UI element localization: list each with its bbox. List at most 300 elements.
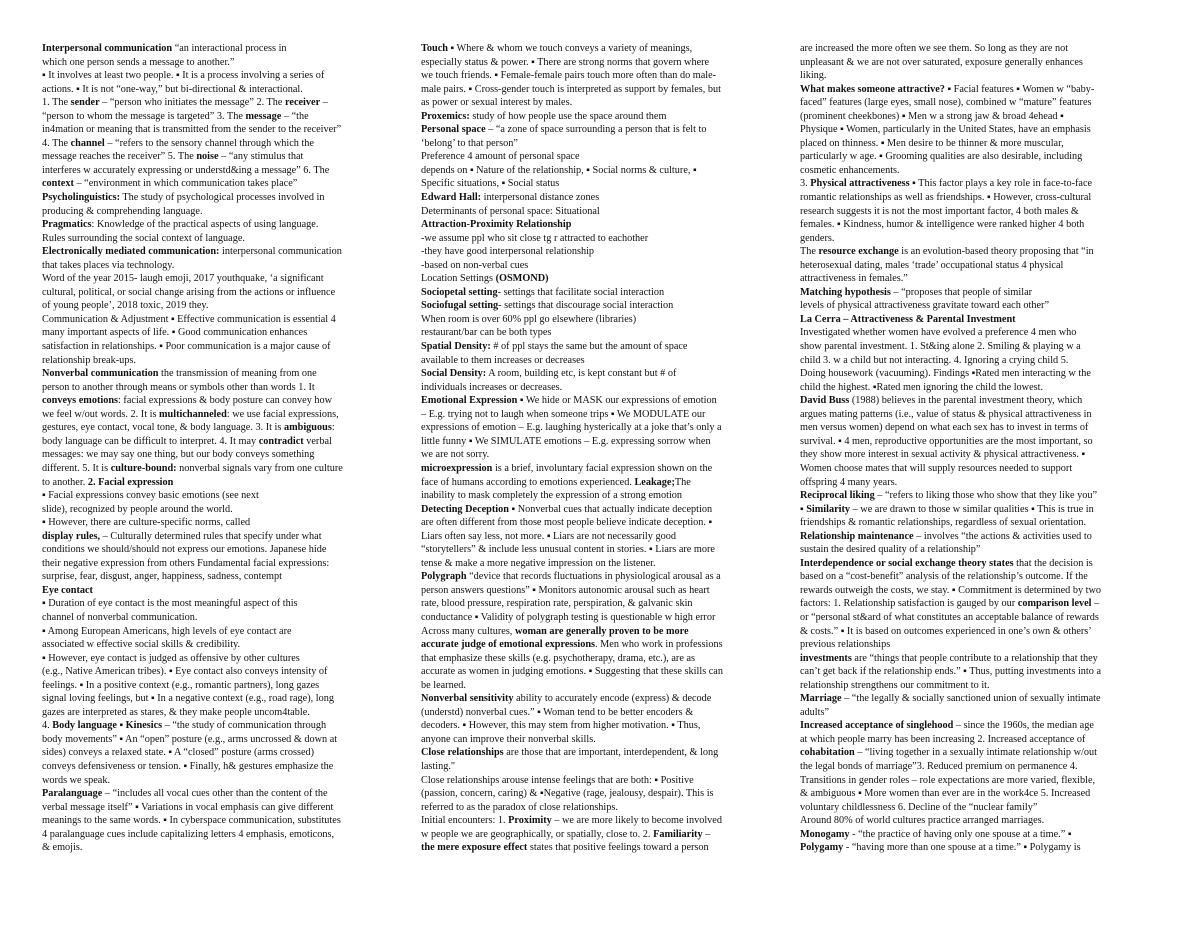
text-line [800,326,1162,340]
text-line [421,96,785,110]
bold-term: investments [800,652,852,664]
text-run: of young people’, 2018 toxic, 2019 they. [42,300,209,312]
bold-term: message [245,110,282,122]
text-run: that takes places via technology. [42,259,175,271]
text-line [800,272,1162,286]
text-line [421,69,785,83]
text-line [421,787,785,801]
text-line [42,340,406,354]
text-run: are often different from those most people believe indicate deception. ▪ [421,517,713,529]
text-run: tense & make a more negative impression on the listener. [421,557,656,569]
bold-term: ambiguous [283,422,332,434]
text-line [421,259,785,273]
text-run: verbal message itself” ▪ Variations in vocal emphasis can give different [42,801,334,813]
text-line [421,665,785,679]
text-run: (e.g., Native American tribes). ▪ Eye contact also conveys intensity of [42,666,328,678]
text-run: – Culturally determined rules that specify under what [100,530,322,542]
text-line [421,584,785,598]
bold-term: woman are generally proven to be more [514,625,689,637]
text-run: are increased the more often we see them. So long as they are not [800,43,1069,54]
bold-term: multichanneled [159,408,227,420]
text-run: – [702,828,711,840]
text-run: body movements” ▪ An “open” posture (e.g., arms uncrossed & down at [42,733,338,745]
bold-term: cohabitation [800,747,855,759]
text-run: different. 5. It is [42,462,111,474]
text-run: accurate as women in judging emotions. ▪ Suggesting that these skills can [421,666,723,678]
text-line [421,421,785,435]
bold-term: accurate judge of emotional expressions [421,639,596,651]
text-line [800,503,1162,517]
text-line [800,638,1162,652]
text-line [421,110,785,124]
text-line [42,164,406,178]
bold-term: Physical attractiveness [810,178,910,190]
text-run: – E.g. trying not to laugh when someone trips ▪ We MODULATE our [421,408,706,420]
bold-term: context [42,178,74,190]
text-run: heterosexual dating, males ‘trade’ occupational status 4 physical [800,259,1064,271]
text-line [42,733,406,747]
text-run: – we are drawn to those w similar qualities ▪ This is true in [850,503,1094,515]
text-run: surprise, fear, disgust, anger, happiness, sadness, contempt [42,571,282,583]
text-run: in4mation or meaning that is transmitted from the sender to the receiver” [42,124,342,136]
text-run: ▪ However, eye contact is judged as offensive by other cultures [42,652,300,664]
text-run: liking. [800,70,827,82]
text-run: the legal bonds of marriage”3. Reduced premium on permanence 4. [800,760,1078,772]
text-line [800,83,1162,97]
text-run: Preference 4 amount of personal space [421,151,580,163]
text-run: associated w effective social skills & credibility. [42,639,241,651]
text-run: – since the 1960s, the median age [953,720,1094,732]
text-run: show parental investment. 1. St&ing alone 2. Smiling & playing w a [800,341,1081,353]
text-run: ▪ Facial features ▪ Women w “baby- [944,83,1095,95]
text-run: be learned. [421,679,466,691]
text-run: gazes are interpreted as stares, & they make people uncom4table. [42,706,310,718]
text-line [421,123,785,137]
text-line [42,381,406,395]
text-line [800,692,1162,706]
text-line [421,706,785,720]
text-line [800,110,1162,124]
text-line [42,692,406,706]
text-line [42,706,406,720]
text-run: : Knowledge of the practical aspects of using language. [91,219,319,231]
text-line [421,381,785,395]
text-run: satisfaction in relationships. ▪ Poor communication is a major cause of [42,341,331,353]
text-run: When room is over 60% ppl go elsewhere (libraries) [421,313,637,325]
text-run: levels of physical attractiveness gravitate toward each other” [800,300,1050,312]
text-run: conveys defensiveness or tension. ▪ Finally, h& gestures emphasize the [42,760,334,772]
text-line [800,96,1162,110]
text-column-2 [421,42,785,922]
text-line [800,137,1162,151]
text-run: relationship strengthens our commitment to it. [800,679,990,691]
text-run: previous relationships [800,639,891,651]
text-run: Word of the year 2015- laugh emoji, 2017 youthquake, ‘a significant [42,273,324,285]
text-run: – we are more likely to become involved [551,815,722,827]
text-run: - settings that discourage social interaction [498,300,674,312]
bold-term: Reciprocal liking [800,490,875,502]
text-run: Initial encounters: 1. [421,815,509,827]
text-line [800,42,1162,56]
text-line [42,177,406,191]
text-run: male pairs. ▪ Cross-gender touch is interpreted as support by females, but [421,83,721,95]
text-run: : [331,422,335,434]
text-line [42,299,406,313]
text-line [42,814,406,828]
text-line [421,42,785,56]
text-run: expressions of emotion – E.g. laughing hysterically at a joke that’s only a [421,422,722,434]
text-run: sustain the desired quality of a relationship” [800,544,981,556]
bold-term: Paralanguage [42,788,103,800]
text-run: – “refers to the sensory channel through which the [104,137,314,149]
text-line [800,69,1162,83]
text-run: 4 paralanguage cues include capitalizing letters 4 emphasis, emoticons, [42,828,335,840]
text-run: restaurant/bar can be both types [421,327,552,339]
text-line [800,232,1162,246]
text-run: – “living together in a sexually intimate relationship w/out [854,747,1097,759]
bold-term: resource exchange [818,246,899,258]
text-run: words we speak. [42,774,111,786]
text-line [421,530,785,544]
text-run: – “the study of communication through [162,720,327,732]
text-run: we touch friends. ▪ Female-female pairs touch more often than do male- [421,70,717,82]
bold-term: microexpression [421,462,493,474]
text-run: Liars often say less, not more. ▪ Liars are not necessarily good [421,530,676,542]
text-line [800,448,1162,462]
text-run: . Men who work in professions [595,639,723,651]
text-line [800,381,1162,395]
bold-term: Monogamy [800,828,850,840]
text-line [42,245,406,259]
text-run: -we assume ppl who sit close tg r attracted to eachother [421,232,649,244]
text-line [42,191,406,205]
text-run: The study of psychological processes involved in [120,192,325,204]
bold-term: conveys emotions [42,395,119,407]
text-run: females. ▪ Kindness, humor & intelligence were ranked higher 4 both [800,219,1085,231]
text-line [800,435,1162,449]
text-run: The [674,476,691,488]
text-run: Rules surrounding the social context of language. [42,232,245,244]
text-run: : facial expressions & body posture can convey how [118,395,333,407]
text-line [800,245,1162,259]
text-run: anyone can improve their nonverbal skills. [421,733,596,745]
text-run: (1988) believes in the parental investment theory, which [849,395,1083,407]
text-run: research suggests it is not the most important factor, 4 both males & [800,205,1079,217]
text-run: – “the [281,110,309,122]
text-line [42,313,406,327]
text-run: ‘belong’ to that person” [421,137,518,149]
text-run: 4. [42,720,53,732]
text-run: – [1091,598,1100,610]
text-run: -based on non-verbal cues [421,259,529,271]
text-line [800,652,1162,666]
text-run: – “the legally & socially sanctioned union of sexually intimate [841,693,1101,705]
bold-term: Attraction-Proximity Relationship [421,219,572,231]
text-line [421,746,785,760]
text-line [42,665,406,679]
text-run: little funny ▪ We SIMULATE emotions – E.g. expressing sorrow when [421,435,711,447]
text-line [42,69,406,83]
bold-term: Proximity [508,815,552,827]
text-run: gestures, eye contact, vocal tone, & body language. 3. It is [42,422,284,434]
text-line [42,272,406,286]
text-run: Communication & Adjustment ▪ Effective communication is essential 4 [42,313,336,325]
text-line [800,516,1162,530]
text-line [42,584,406,598]
text-line [800,787,1162,801]
text-line [421,83,785,97]
text-line [800,476,1162,490]
text-line [421,408,785,422]
text-run: their negative expression from others Fundamental facial expressions: [42,557,330,569]
bold-term: 2. Facial expression [87,476,174,488]
text-run: – [320,97,328,109]
text-run: ▪ However, there are culture-specific norms, called [42,517,251,529]
bold-term: noise [196,151,219,163]
bold-term: Psycholinguistics: [42,192,121,204]
text-run: or “personal st&ard of what constitutes an acceptable balance of rewards [800,611,1099,623]
text-line [800,706,1162,720]
text-line [421,286,785,300]
bold-term: the mere exposure effect [421,842,528,854]
text-line [42,503,406,517]
text-run: romantic relationships as well as friendships. ▪ However, cross-cultural [800,192,1092,204]
text-run: A room, building etc, is kept constant but # of [486,368,677,380]
text-run: 3. [800,178,811,190]
text-run: factors: 1. Relationship satisfaction is gauged by our [800,598,1018,610]
bold-term: Emotional Expression [421,395,518,407]
bold-term: culture-bound: [110,462,177,474]
text-run: genders. [800,232,835,244]
text-run: is an evolution-based theory proposing that “in [898,246,1094,258]
text-run: – involves “the actions & activities used to [913,530,1092,542]
bold-term: Close relationships [421,747,504,759]
text-run: channel of nonverbal communication. [42,611,198,623]
text-run: nonverbal signals vary from one culture [176,462,343,474]
text-run: face of humans according to emotions experienced. [421,476,635,488]
bold-term: Interpersonal communication [42,43,173,54]
text-line [800,421,1162,435]
text-line [421,191,785,205]
text-run: unpleasant & we are not over saturated, exposure generally enhances [800,56,1083,68]
text-line [42,42,406,56]
text-run: child the highest. ▪Rated men ignoring the child the lowest. [800,381,1044,393]
text-run: Doing housework (vacuuming). Findings ▪Rated men interacting w the [800,368,1091,380]
text-run: – “a zone of space surrounding a person that is felt to [485,124,707,136]
text-run: many important aspects of life. ▪ Good communication enhances [42,327,308,339]
text-line [800,679,1162,693]
text-line [800,801,1162,815]
text-line [421,394,785,408]
text-run: - “the practice of having only one spouse at a time.” ▪ [849,828,1072,840]
bold-term: Proxemics: [421,110,470,122]
text-run: “person to whom the message is targeted” 3. The [42,110,246,122]
text-line [800,123,1162,137]
text-run: that the decision is [1013,557,1093,569]
text-line [421,692,785,706]
text-run: producing & comprehending language. [42,205,203,217]
text-line [421,245,785,259]
text-line [421,570,785,584]
bold-term: Familiarity [653,828,703,840]
text-line [800,543,1162,557]
text-run: inability to mask completely the expression of a strong emotion [421,490,683,502]
text-line [42,597,406,611]
text-line [42,462,406,476]
text-run: relationship break-ups. [42,354,136,366]
text-line [42,435,406,449]
text-line [800,394,1162,408]
text-line [42,83,406,97]
text-line [421,774,785,788]
text-line [42,841,406,855]
text-run: can’t get back if the relationship ends.” ▪ Thus, putting investments into a [800,666,1102,678]
text-line [800,150,1162,164]
text-line [42,421,406,435]
text-run: available to them increases or decreases [421,354,585,366]
text-run: rewards outweigh the costs, we stay. ▪ Commitment is determined by two [800,584,1102,596]
bold-term: Interdependence or social exchange theory states [800,557,1014,569]
text-line [421,354,785,368]
bold-term: Personal space [421,124,486,136]
text-run: study of how people use the space around them [469,110,667,122]
text-line [42,137,406,151]
text-line [421,733,785,747]
text-run: w people we are geographically, or spatially, close to. 2. [421,828,654,840]
text-line [421,340,785,354]
text-line [42,123,406,137]
text-line [42,530,406,544]
text-line [800,489,1162,503]
bold-term: Electronically mediated communication: [42,246,220,258]
text-line [421,489,785,503]
bold-term: Eye contact [42,584,93,596]
text-run: feelings. ▪ In a positive context (e.g., romantic partners), long gazes [42,679,320,691]
text-run: ability to accurately encode (express) & decode [513,693,712,705]
text-line [800,625,1162,639]
bold-term: Polygamy [800,842,844,854]
text-run: Across many cultures, [421,625,515,637]
text-run: actions. ▪ It is not “one-way,” but bi-directional & interactional. [42,83,303,95]
text-run: – “proposes that people of similar [890,286,1033,298]
text-line [42,394,406,408]
text-line [42,150,406,164]
text-run: rate, blood pressure, respiration rate, perspiration, & galvanic skin [421,598,693,610]
text-line [800,462,1162,476]
text-run: messages: we may say one thing, but our body conveys something [42,449,315,461]
text-run: especially status & power. ▪ There are strong norms that govern where [421,56,710,68]
bold-term: sender [70,97,100,109]
text-line [421,719,785,733]
bold-term: (OSMOND) [495,273,549,285]
bold-term: Kinesics [125,720,163,732]
text-line [421,150,785,164]
text-line [42,516,406,530]
text-run: as power or sexual interest by males. [421,97,573,109]
text-line [800,774,1162,788]
bold-term: Similarity [806,503,851,515]
text-run: that emphasize these skills (e.g. psychotherapy, drama, etc.), are as [421,652,695,664]
text-line [421,326,785,340]
text-line [421,801,785,815]
text-column-3 [800,42,1162,922]
text-line [42,354,406,368]
text-run: (understd) nonverbal cues.” ▪ Woman tend to be better encoders & [421,706,694,718]
text-run: ▪ It involves at least two people. ▪ It is a process involving a series of [42,70,325,82]
text-run: – “includes all vocal cues other than the content of the [102,788,328,800]
text-run: Physique ▪ Women, particularly in the United States, have an emphasis [800,124,1091,136]
text-line [42,408,406,422]
text-line [42,367,406,381]
bold-term: Spatial Density: [421,341,491,353]
text-run: (prominent cheekbones) ▪ Men w a strong jaw & broad 4ehead ▪ [800,110,1064,122]
bold-term: Pragmatics [42,219,92,231]
text-line [421,476,785,490]
text-run: person to another through means or symbols other than words 1. It [42,381,315,393]
text-run: cosmetic enhancements. [800,164,900,176]
text-line [421,313,785,327]
text-run: conductance ▪ Validity of polygraph testing is questionable w high error [421,611,716,623]
text-run: ▪ Among European Americans, high levels of eye contact are [42,625,292,637]
text-run: - settings that facilitate social interaction [497,286,665,298]
text-run: interpersonal communication [219,246,342,258]
text-run: are those that are important, interdependent, & long [503,747,719,759]
text-line [800,611,1162,625]
text-line [421,177,785,191]
text-run: decoders. ▪ However, this may stem from higher motivation. ▪ Thus, [421,720,701,732]
text-line [800,597,1162,611]
bold-term: Nonverbal sensitivity [421,693,514,705]
text-line [800,557,1162,571]
text-run: 4. The [42,137,71,149]
text-run: Specific situations, ▪ Social status [421,178,560,190]
text-line [800,177,1162,191]
text-line [42,326,406,340]
text-run: The [800,246,819,258]
text-run: # of ppl stays the same but the amount of space [490,341,688,353]
text-line [421,232,785,246]
text-run: -they have good interpersonal relationship [421,246,595,258]
bold-term: Nonverbal communication [42,368,159,380]
text-run: states that positive feelings toward a person [527,842,709,854]
text-run: (passion, concern, caring) & ▪Negative (rage, jealousy, despair). This is [421,788,714,800]
text-line [421,448,785,462]
text-line [421,760,785,774]
bold-term: contradict [258,435,304,447]
text-line [42,774,406,788]
text-line [800,841,1162,855]
text-run: 1. The [42,97,71,109]
bold-term: Social Density: [421,368,487,380]
text-run: adults” [800,706,830,718]
bold-term: Leakage; [634,476,675,488]
text-line [42,476,406,490]
bold-term: receiver [285,97,321,109]
text-run: faced” features (large eyes, small nose), combined w “mature” features [800,97,1092,109]
text-run: – “environment in which communication takes place” [73,178,298,190]
text-line [421,503,785,517]
text-run: ▪ This factor plays a key role in face-to-face [909,178,1093,190]
bold-term: What makes someone attractive? [800,83,945,95]
text-run: friendships & romantic relationships, regardless of sexual orientation. [800,517,1087,529]
text-line [42,543,406,557]
text-line [800,814,1162,828]
bold-term: Body language [52,720,117,732]
text-line [42,611,406,625]
text-run: cultural, political, or social change arising from the actions or influence [42,286,336,298]
text-run: sides) conveys a relaxed state. ▪ A “closed” posture (arms crossed) [42,747,315,759]
text-run: at which people marry has been increasing 2. Increased acceptance of [800,733,1086,745]
